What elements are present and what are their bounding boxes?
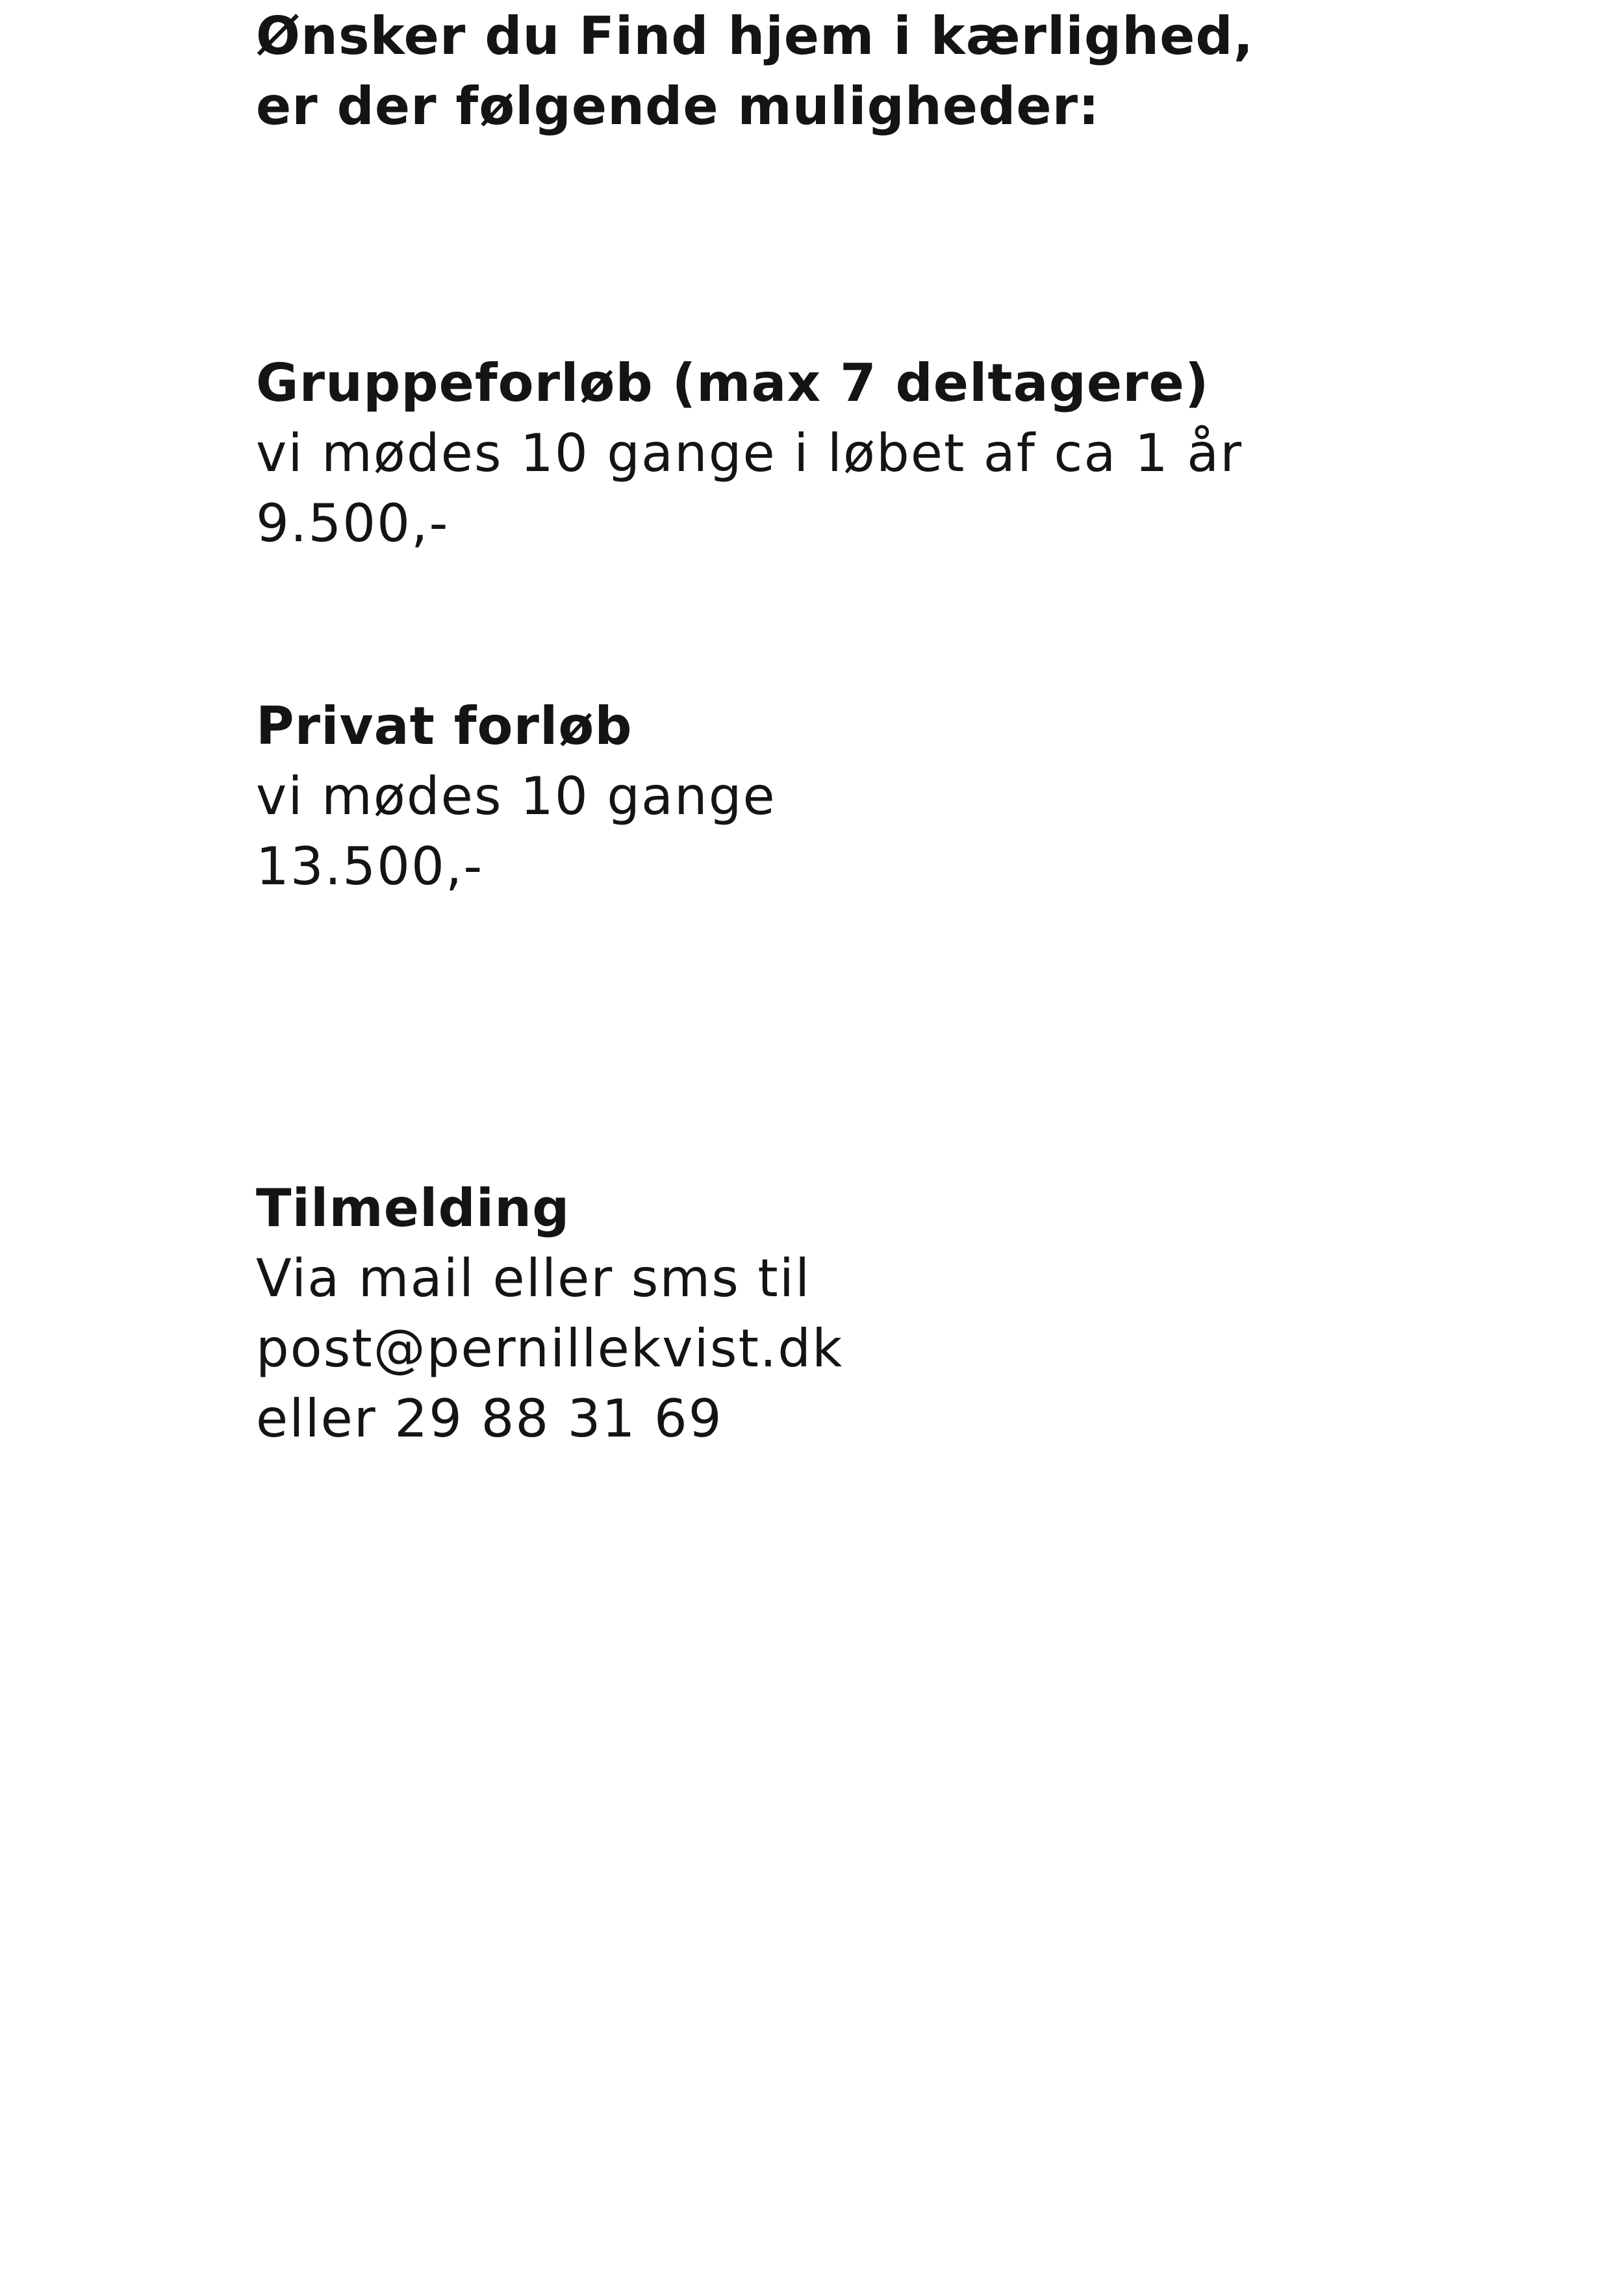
intro-heading-line-1: Ønsker du Find hjem i kærlighed, xyxy=(256,6,1254,66)
signup-title: Tilmelding xyxy=(256,1178,570,1238)
group-course-price: 9.500,- xyxy=(256,493,450,554)
intro-section xyxy=(256,1,1254,142)
intro-heading-line-2: er der følgende muligheder: xyxy=(256,76,1100,136)
group-course-title: Gruppeforløb (max 7 deltagere) xyxy=(256,353,1210,413)
group-course-description: vi mødes 10 gange i løbet af ca 1 år xyxy=(256,423,1243,483)
private-course-description: vi mødes 10 gange xyxy=(256,766,776,826)
signup-instructions: Via mail eller sms til xyxy=(256,1248,811,1309)
private-course-price: 13.500,- xyxy=(256,836,484,897)
group-course-section xyxy=(256,348,1243,559)
private-course-section xyxy=(256,691,776,902)
signup-phone: eller 29 88 31 69 xyxy=(256,1388,723,1449)
signup-email: post@pernillekvist.dk xyxy=(256,1318,844,1379)
signup-section xyxy=(256,1173,843,1454)
private-course-title: Privat forløb xyxy=(256,696,633,756)
